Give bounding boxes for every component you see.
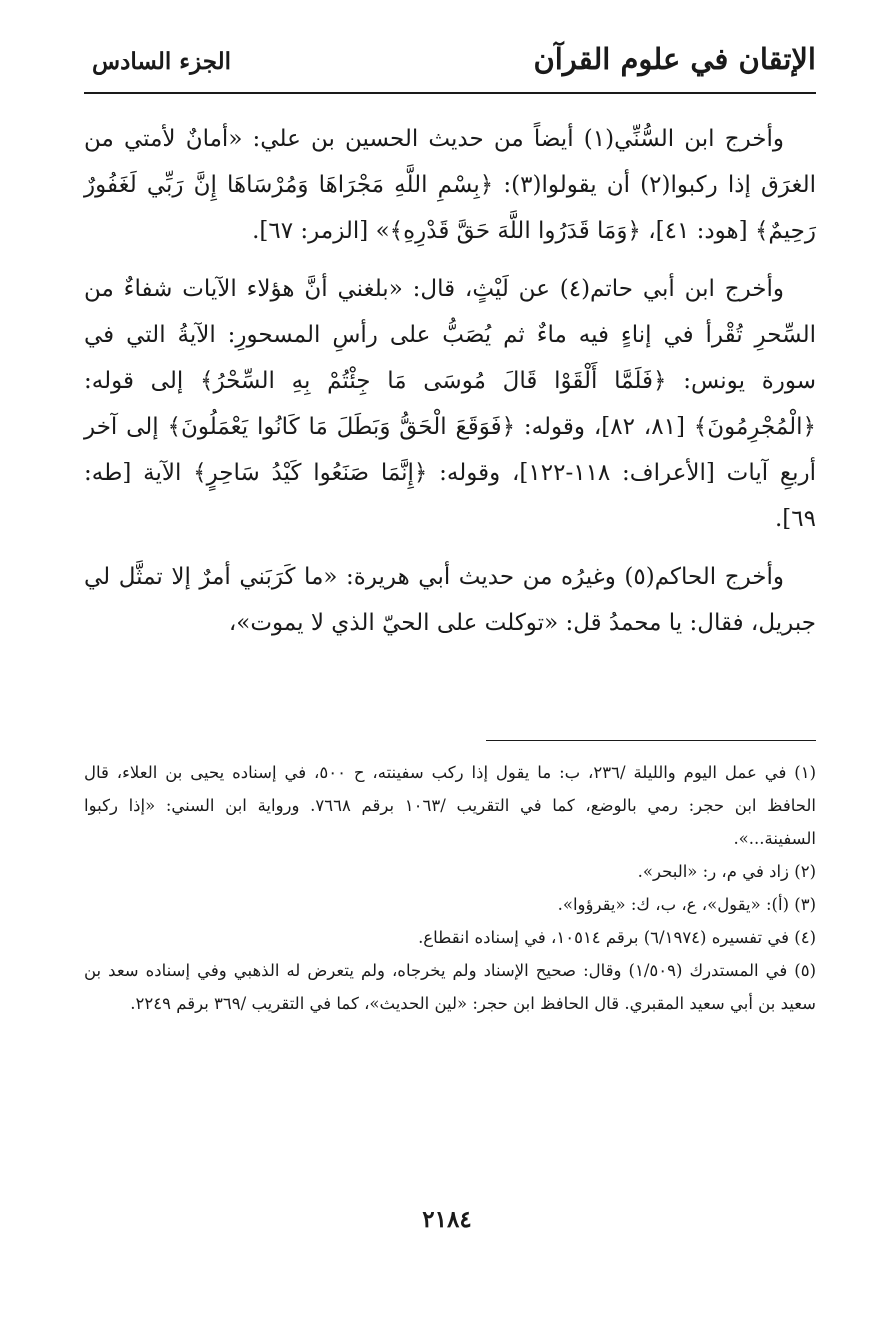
main-text	[84, 116, 816, 658]
footnote: (٤) في تفسيره (٦/١٩٧٤) برقم ١٠٥١٤، في إسناده انقطاع.	[418, 928, 816, 947]
page-number: ٢١٨٤	[422, 1206, 472, 1233]
running-header-title: الإتقان في علوم القرآن	[533, 42, 816, 76]
footnote: (١) في عمل اليوم والليلة /٢٣٦، ب: ما يقول إذا ركب سفينته، ح ٥٠٠، في إسناده يحيى بن العلاء، قال الحافظ ابن حجر: رمي بالوضع، كما في التقريب /١٠٦٣ برقم ٧٦٦٨. ورواية ابن السني: «إذا ركبوا السفينة...».	[84, 763, 817, 848]
footnote: (٣) (أ): «يقول»، ع، ب، ك: «يقرؤوا».	[557, 895, 816, 914]
paragraph: وأخرج الحاكم(٥) وغيرُه من حديث أبي هريرة: «ما كَرَبَني أمرٌ إلا تمثَّل لي جبريل، فقال: يا محمدُ قل: «توكلت على الحيّ الذي لا يموت»،	[84, 564, 816, 636]
footnote: (٢) زاد في م، ر: «البحر».	[637, 862, 816, 881]
footnotes	[84, 756, 816, 1020]
paragraph: وأخرج ابن السُّنِّي(١) أيضاً من حديث الحسين بن علي: «أمانٌ لأمتي من الغرَق إذا ركبوا(٢) أن يقولوا(٣): ﴿بِسْمِ اللَّهِ مَجْرَاهَا وَمُرْسَاهَا إِنَّ رَبِّي لَغَفُورٌ رَحِيمٌ﴾ [هود: ٤١]، ﴿وَمَا قَدَرُوا اللَّهَ حَقَّ قَدْرِهِ﴾» [الزمر: ٦٧].	[84, 126, 816, 244]
footnote: (٥) في المستدرك (١/٥٠٩) وقال: صحيح الإسناد ولم يخرجاه، ولم يتعرض له الذهبي وفي إسناده سعد بن سعيد بن أبي سعيد المقبري. قال الحافظ ابن حجر: «لين الحديث»، كما في التقريب /٣٦٩ برقم ٢٢٤٩.	[84, 961, 817, 1013]
header-divider	[84, 92, 816, 94]
footnote-divider	[486, 740, 816, 741]
paragraph: وأخرج ابن أبي حاتم(٤) عن لَيْثٍ، قال: «بلغني أنَّ هؤلاء الآيات شفاءٌ من السِّحرِ تُقْرأ في إناءٍ فيه ماءٌ ثم يُصَبُّ على رأسِ المسحورِ: الآيةُ التي في سورة يونس: ﴿فَلَمَّا أَلْقَوْا قَالَ مُوسَى مَا جِئْتُمْ بِهِ السِّحْرُ﴾ إلى قوله: ﴿الْمُجْرِمُونَ﴾ [٨١، ٨٢]، وقوله: ﴿فَوَقَعَ الْحَقُّ وَبَطَلَ مَا كَانُوا يَعْمَلُونَ﴾ إلى آخر أربعِ آيات [الأعراف: ١١٨-١٢٢]، وقوله: ﴿إِنَّمَا صَنَعُوا كَيْدُ سَاحِرٍ﴾ الآية [طه: ٦٩].	[84, 276, 817, 532]
running-header-volume: الجزء السادس	[92, 48, 231, 75]
